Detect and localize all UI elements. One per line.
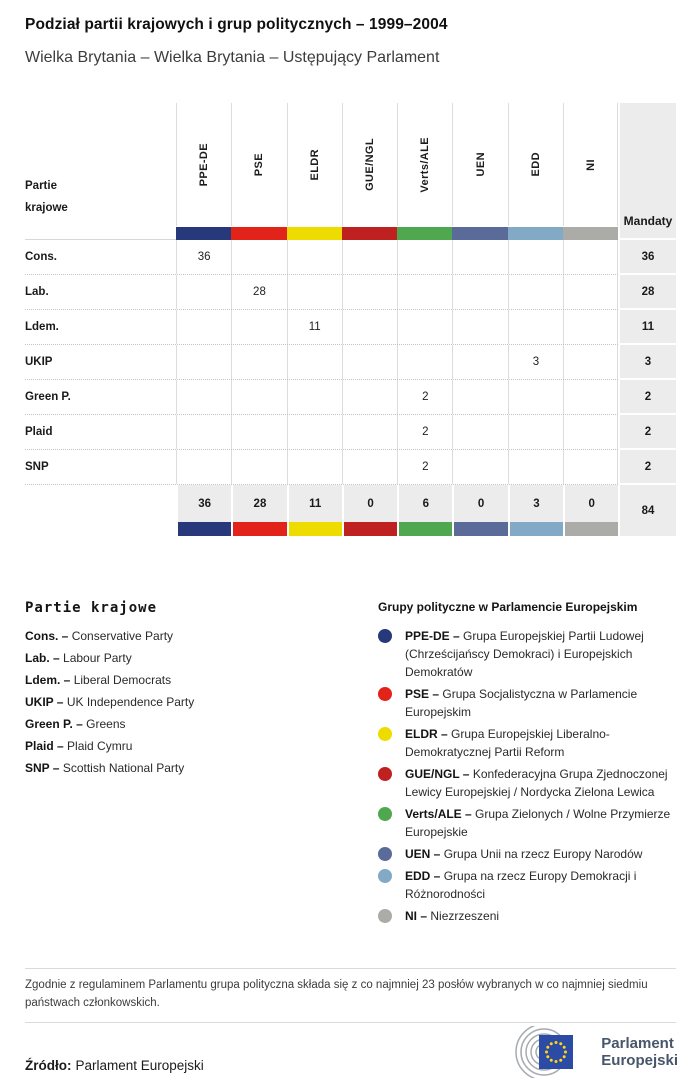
seat-cell: 11 [287, 310, 342, 344]
legend-groups-title: Grupy polityczne w Parlamencie Europejskim [378, 600, 638, 614]
group-color-bar [508, 522, 563, 536]
total-cell: 11 [287, 485, 342, 522]
seat-cell [287, 345, 342, 379]
total-cell: 0 [563, 485, 618, 522]
group-color-bar [563, 227, 618, 240]
seat-cell [342, 310, 397, 344]
seat-cell [508, 240, 563, 274]
mandaty-cell: 28 [620, 275, 676, 310]
seat-cell [452, 275, 507, 309]
seat-cell [231, 450, 286, 484]
group-color-bar [508, 227, 563, 240]
seat-cell [508, 275, 563, 309]
seat-cell [452, 345, 507, 379]
column-header-label: EDD [529, 152, 542, 177]
source-value: Parlament Europejski [75, 1058, 204, 1073]
group-color-bar [176, 522, 231, 536]
seat-cell [452, 240, 507, 274]
seat-cell [287, 275, 342, 309]
legend-item: Cons. – Conservative Party [25, 629, 174, 643]
seat-cell [452, 380, 507, 414]
seat-cell [287, 450, 342, 484]
group-color-dot [378, 687, 392, 701]
party-label: Cons. [25, 251, 57, 263]
group-color-bar [287, 522, 342, 536]
seat-cell [508, 380, 563, 414]
total-cell: 6 [397, 485, 452, 522]
group-color-bar [176, 227, 231, 240]
seat-cell [176, 380, 231, 414]
seat-cell [176, 345, 231, 379]
group-color-bar [452, 522, 507, 536]
table-row-ldem [25, 310, 618, 345]
group-color-dot [378, 847, 392, 861]
footnote: Zgodnie z regulaminem Parlamentu grupa polityczna składa się z co najmniej 23 posłów wybranych w co najmniej siedmiu państwach członkowskich. [25, 979, 648, 1009]
total-cell: 36 [176, 485, 231, 522]
legend-item: Lab. – Labour Party [25, 651, 132, 665]
group-color-bar [342, 227, 397, 240]
group-color-dot [378, 767, 392, 781]
totals-color-band-row [25, 522, 618, 536]
seat-cell: 2 [397, 450, 452, 484]
column-header-uen [452, 103, 507, 226]
column-header-eldr [287, 103, 342, 226]
seat-cell [563, 240, 618, 274]
seat-cell [342, 380, 397, 414]
seat-cell [176, 450, 231, 484]
legend-item: NI – Niezrzeszeni [378, 907, 676, 925]
party-label: UKIP [25, 356, 53, 368]
legend-item: UKIP – UK Independence Party [25, 695, 195, 709]
seat-cell [176, 275, 231, 309]
group-color-bar [563, 522, 618, 536]
column-header-pse [231, 103, 286, 226]
row-header-line2: krajowe [25, 202, 68, 214]
mandaty-cell: 2 [620, 380, 676, 415]
legend-item: GUE/NGL – Konfederacyjna Grupa Zjednoczonej Lewicy Europejskiej / Nordycka Zielona Lewica [378, 765, 676, 801]
seat-cell [563, 275, 618, 309]
mandaty-cell: 36 [620, 240, 676, 275]
mandaty-column [620, 103, 676, 536]
column-header-label: PSE [253, 152, 266, 177]
seat-cell [231, 310, 286, 344]
party-label: Lab. [25, 286, 49, 298]
group-color-bar [397, 227, 452, 240]
table-row-snp [25, 450, 618, 485]
seat-cell [342, 240, 397, 274]
seat-cell [397, 345, 452, 379]
legend-item: PSE – Grupa Socjalistyczna w Parlamencie Europejskim [378, 685, 676, 721]
seat-cell [397, 310, 452, 344]
seat-cell [563, 380, 618, 414]
table-row-green-p [25, 380, 618, 415]
seat-cell: 28 [231, 275, 286, 309]
mandaty-header: Mandaty [620, 103, 676, 240]
group-color-dot [378, 727, 392, 741]
seat-cell [397, 240, 452, 274]
group-color-dot [378, 807, 392, 821]
seat-cell [508, 450, 563, 484]
seat-cell [342, 415, 397, 449]
seat-cell [231, 240, 286, 274]
legend-national-parties [25, 600, 355, 929]
table-row-lab [25, 275, 618, 310]
seat-cell: 3 [508, 345, 563, 379]
column-header-label: PPE-DE [198, 142, 211, 187]
group-color-bar [287, 227, 342, 240]
mandaty-cell: 11 [620, 310, 676, 345]
european-parliament-logo [510, 1026, 678, 1078]
legend-item: SNP – Scottish National Party [25, 761, 185, 775]
mandaty-cell: 3 [620, 345, 676, 380]
seat-cell [563, 415, 618, 449]
table-row-plaid [25, 415, 618, 450]
legend-item: UEN – Grupa Unii na rzecz Europy Narodów [378, 845, 676, 863]
seat-cell [397, 275, 452, 309]
party-label: SNP [25, 461, 49, 473]
column-header-verts-ale [397, 103, 452, 226]
column-header-label: NI [584, 158, 597, 171]
seat-cell [563, 345, 618, 379]
row-header-line1: Partie [25, 180, 57, 192]
divider [25, 968, 676, 969]
column-header-label: ELDR [308, 148, 321, 181]
source-line [25, 1058, 204, 1073]
seat-cell [508, 310, 563, 344]
seat-cell [452, 450, 507, 484]
seat-cell [176, 415, 231, 449]
column-header-label: UEN [474, 152, 487, 177]
table-row-ukip [25, 345, 618, 380]
group-color-dot [378, 909, 392, 923]
legend-political-groups [378, 600, 676, 929]
column-header-label: GUE/NGL [364, 138, 377, 191]
seat-cell [231, 415, 286, 449]
seat-cell [231, 380, 286, 414]
party-label: Green P. [25, 391, 71, 403]
column-header-ni [563, 103, 618, 226]
seat-cell [342, 275, 397, 309]
table-row-cons [25, 240, 618, 275]
seat-cell [287, 380, 342, 414]
table-header-row [25, 103, 618, 226]
seat-cell [287, 415, 342, 449]
mandaty-grand-total: 84 [620, 485, 676, 536]
column-header-edd [508, 103, 563, 226]
seat-cell [342, 450, 397, 484]
divider [25, 1022, 676, 1023]
column-header-label: Verts/ALE [419, 136, 432, 193]
total-cell: 0 [342, 485, 397, 522]
total-cell: 28 [231, 485, 286, 522]
seat-cell [508, 415, 563, 449]
group-color-bar [231, 522, 286, 536]
legend-item: Green P. – Greens [25, 717, 126, 731]
seat-cell: 2 [397, 380, 452, 414]
source-label: Źródło: [25, 1058, 72, 1073]
mandaty-cell: 2 [620, 415, 676, 450]
group-color-dot [378, 629, 392, 643]
row-header [25, 103, 176, 226]
hemicycle-eu-flag-icon [510, 1026, 592, 1078]
legend-item: EDD – Grupa na rzecz Europy Demokracji i Różnorodności [378, 867, 676, 903]
column-header-ppe-de [176, 103, 231, 226]
logo-text: Parlament Europejski [601, 1035, 678, 1069]
mandaty-cell: 2 [620, 450, 676, 485]
legend-parties-title: Partie krajowe [25, 600, 158, 616]
legend-item: Plaid – Plaid Cymru [25, 739, 133, 753]
seat-cell [287, 240, 342, 274]
seat-cell: 2 [397, 415, 452, 449]
legend-item: ELDR – Grupa Europejskiej Liberalno-Demokratycznej Partii Reform [378, 725, 676, 761]
page-subtitle: Wielka Brytania – Wielka Brytania – Ustępujący Parlament [25, 49, 440, 66]
page-title: Podział partii krajowych i grup politycznych – 1999–2004 [25, 16, 448, 33]
total-cell: 3 [508, 485, 563, 522]
group-color-bar [231, 227, 286, 240]
group-color-bar [397, 522, 452, 536]
legend-item: Verts/ALE – Grupa Zielonych / Wolne Przymierze Europejskie [378, 805, 676, 841]
seat-cell [563, 310, 618, 344]
seats-table [25, 103, 676, 536]
total-cell: 0 [452, 485, 507, 522]
seat-cell [231, 345, 286, 379]
seat-cell [342, 345, 397, 379]
seat-cell [176, 310, 231, 344]
group-color-bar [342, 522, 397, 536]
legend-item: PPE-DE – Grupa Europejskiej Partii Ludowej (Chrześcijańscy Demokraci) i Europejskich Demokratów [378, 627, 676, 681]
group-color-bar [452, 227, 507, 240]
totals-row [25, 485, 618, 522]
group-color-band-row [25, 226, 618, 240]
legends [25, 600, 676, 929]
group-color-dot [378, 869, 392, 883]
seat-cell [563, 450, 618, 484]
seats-table-main [25, 103, 618, 536]
seat-cell [452, 310, 507, 344]
seat-cell: 36 [176, 240, 231, 274]
seat-cell [452, 415, 507, 449]
party-label: Ldem. [25, 321, 59, 333]
column-header-gue-ngl [342, 103, 397, 226]
legend-item: Ldem. – Liberal Democrats [25, 673, 172, 687]
party-label: Plaid [25, 426, 53, 438]
